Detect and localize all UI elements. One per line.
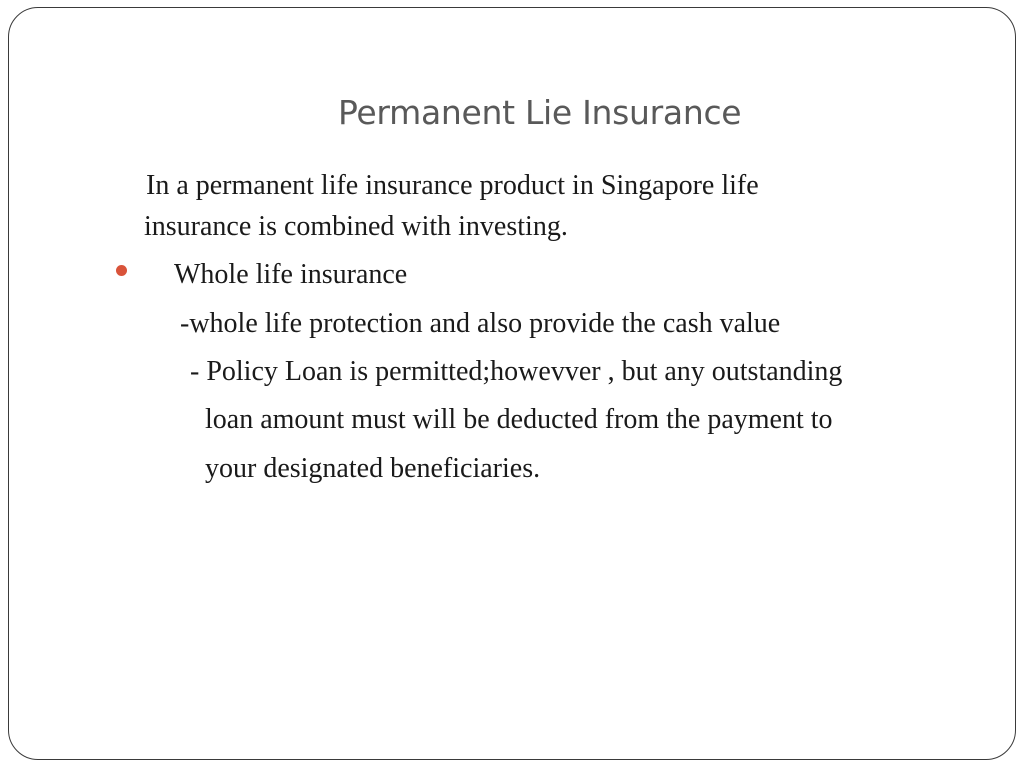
bullet-dot-icon bbox=[116, 265, 127, 276]
intro-line-1: In a permanent life insurance product in Singapore life bbox=[146, 170, 759, 201]
sub-point-2-line-3: your designated beneficiaries. bbox=[205, 453, 541, 484]
bullet-heading: Whole life insurance bbox=[174, 259, 408, 290]
intro-line-2: insurance is combined with investing. bbox=[144, 211, 568, 242]
slide-title: Permanent Lie Insurance bbox=[338, 93, 742, 132]
sub-point-1: -whole life protection and also provide the cash value bbox=[180, 308, 781, 339]
sub-point-2-line-1: - Policy Loan is permitted;howevver , but any outstanding bbox=[190, 356, 843, 387]
sub-point-2-line-2: loan amount must will be deducted from the payment to bbox=[205, 404, 833, 435]
